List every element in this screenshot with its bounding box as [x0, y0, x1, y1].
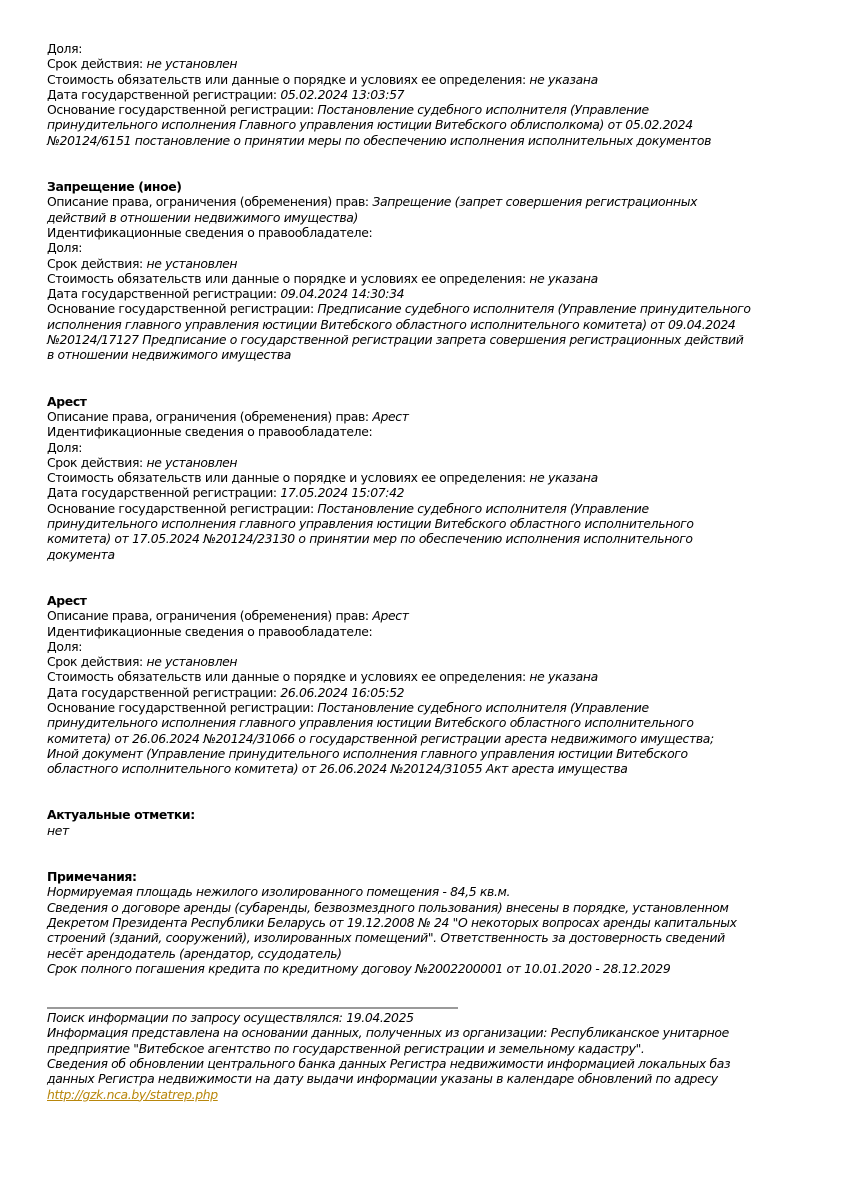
cost-value: не указана: [529, 470, 598, 486]
basis-value-line: принудительного исполнения главного управления юстиции Витебского областного исполнительного: [47, 516, 694, 532]
term-label: Срок действия:: [47, 654, 143, 670]
desc-row: [47, 194, 807, 209]
footer-section: [47, 1007, 807, 1102]
document-page: [47, 41, 807, 1102]
basis-value-line: №20124/17127 Предписание о государственной регистрации запрета совершения регистрационных действий: [47, 332, 744, 348]
date-label: Дата государственной регистрации:: [47, 485, 277, 501]
note-line: Нормируемая площадь нежилого изолированного помещения - 84,5 кв.м.: [47, 884, 511, 900]
current-marks-title: Актуальные отметки:: [47, 807, 195, 823]
cost-row: [47, 470, 807, 485]
term-value: не установлен: [146, 56, 238, 72]
basis-row: [47, 700, 807, 715]
basis-value-line: Постановление судебного исполнителя (Управление: [317, 500, 649, 516]
date-row: [47, 685, 807, 700]
footer-divider: [47, 1007, 458, 1009]
note-line: Срок полного погашения кредита по кредитному договоу №2002200001 от 10.01.2020 - 28.12.2029: [47, 960, 671, 976]
note-line: Декретом Президента Республики Беларусь от 19.12.2008 № 24 "О некоторых вопросах аренды капитальных: [47, 914, 737, 930]
share-row: Доля:: [47, 240, 83, 256]
desc-value-line: Арест: [372, 608, 409, 624]
desc-value-line: Запрещение (запрет совершения регистрационных: [372, 194, 698, 210]
term-row: [47, 455, 807, 470]
cost-label: Стоимость обязательств или данные о порядке и условиях ее определения:: [47, 71, 526, 87]
basis-value-line: комитета) от 17.05.2024 №20124/23130 о принятии мер по обеспечению исполнения исполнительного: [47, 531, 693, 547]
note-line: несёт арендодатель (арендатор, ссудодатель): [47, 945, 342, 961]
date-value: 09.04.2024 14:30:34: [280, 286, 405, 302]
spacer: [47, 776, 807, 807]
date-row: [47, 87, 807, 102]
basis-label: Основание государственной регистрации:: [47, 699, 314, 715]
desc-value-line: действий в отношении недвижимого имущества): [47, 209, 359, 225]
spacer: [47, 838, 807, 869]
basis-value-line: №20124/6151 постановление о принятии меры по обеспечению исполнения исполнительных документов: [47, 132, 712, 148]
desc-value-line: Арест: [372, 408, 409, 424]
spacer: [47, 976, 807, 1007]
desc-label: Описание права, ограничения (обременения) прав:: [47, 194, 369, 210]
basis-value-line: принудительного исполнения главного управления юстиции Витебского областного исполнительного: [47, 715, 694, 731]
basis-row: [47, 301, 807, 316]
basis-value-line: исполнения главного управления юстиции Витебского областного исполнительного комитета) от 09.04.2024: [47, 316, 736, 332]
date-value: 26.06.2024 16:05:52: [280, 684, 405, 700]
basis-label: Основание государственной регистрации:: [47, 102, 314, 118]
share-label: Доля:: [47, 41, 83, 56]
basis-value-line: областного исполнительного комитета) от 26.06.2024 №20124/31055 Акт ареста имущества: [47, 761, 628, 777]
term-label: Срок действия:: [47, 56, 143, 72]
basis-value-line: документа: [47, 546, 115, 562]
basis-label: Основание государственной регистрации:: [47, 500, 314, 516]
cost-label: Стоимость обязательств или данные о порядке и условиях ее определения:: [47, 470, 526, 486]
date-label: Дата государственной регистрации:: [47, 684, 277, 700]
footer-line: предприятие "Витебское агентство по государственной регистрации и земельному кадастру".: [47, 1040, 645, 1056]
term-label: Срок действия:: [47, 255, 143, 271]
term-row: [47, 56, 807, 71]
share-row: Доля:: [47, 638, 83, 654]
term-value: не установлен: [146, 654, 238, 670]
date-value: 05.02.2024 13:03:57: [280, 86, 405, 102]
basis-value-line: Иной документ (Управление принудительного исполнения главного управления юстиции Витебского: [47, 745, 688, 761]
statrep-link[interactable]: http://gzk.nca.by/statrep.php: [47, 1086, 218, 1102]
basis-value-line: в отношении недвижимого имущества: [47, 347, 292, 363]
holder-row: Идентификационные сведения о правообладателе:: [47, 623, 373, 639]
record-title: Арест: [47, 393, 87, 409]
record-block: [47, 394, 807, 562]
basis-value-line: Предписание судебного исполнителя (Управление принудительного: [317, 301, 751, 317]
term-row: [47, 256, 807, 271]
share-row: Доля:: [47, 439, 83, 455]
record-title: Запрещение (иное): [47, 179, 182, 195]
footer-line: Сведения об обновлении центрального банка данных Регистра недвижимости информацией локальных баз: [47, 1056, 731, 1072]
basis-row: [47, 102, 807, 117]
share-row: [47, 41, 807, 56]
term-label: Срок действия:: [47, 454, 143, 470]
footer-line: Информация представлена на основании данных, полученных из организации: Республиканское унитарное: [47, 1025, 729, 1041]
note-line: строений (зданий, сооружений), изолированных помещений". Ответственность за достоверность сведений: [47, 930, 725, 946]
footer-line: Поиск информации по запросу осуществлялся: 19.04.2025: [47, 1010, 414, 1026]
date-row: [47, 485, 807, 500]
cost-label: Стоимость обязательств или данные о порядке и условиях ее определения:: [47, 669, 526, 685]
note-line: Сведения о договоре аренды (субаренды, безвозмездного пользования) внесены в порядке, установленном: [47, 899, 729, 915]
notes-title: Примечания:: [47, 869, 137, 885]
basis-value-line: Постановление судебного исполнителя (Управление: [317, 699, 649, 715]
holder-row: Идентификационные сведения о правообладателе:: [47, 424, 373, 440]
basis-value-line: Постановление судебного исполнителя (Управление: [317, 102, 649, 118]
cost-value: не указана: [529, 270, 598, 286]
date-label: Дата государственной регистрации:: [47, 286, 277, 302]
basis-value-line: комитета) от 26.06.2024 №20124/31066 о государственной регистрации ареста недвижимого имущества;: [47, 730, 714, 746]
desc-row: [47, 608, 807, 623]
cost-row: [47, 72, 807, 87]
record-block: [47, 179, 807, 363]
date-value: 17.05.2024 15:07:42: [280, 485, 405, 501]
basis-row: [47, 501, 807, 516]
cost-row: [47, 669, 807, 684]
date-row: [47, 286, 807, 301]
term-row: [47, 654, 807, 669]
record-title: Арест: [47, 592, 87, 608]
spacer: [47, 148, 807, 179]
desc-label: Описание права, ограничения (обременения) прав:: [47, 408, 369, 424]
current-marks-section: [47, 807, 807, 838]
desc-row: [47, 409, 807, 424]
cost-row: [47, 271, 807, 286]
footer-line: данных Регистра недвижимости на дату выдачи информации указаны в календаре обновлений по адресу: [47, 1071, 718, 1087]
term-value: не установлен: [146, 454, 238, 470]
cost-value: не указана: [529, 669, 598, 685]
cost-value: не указана: [529, 71, 598, 87]
basis-label: Основание государственной регистрации:: [47, 301, 314, 317]
date-label: Дата государственной регистрации:: [47, 86, 277, 102]
cost-label: Стоимость обязательств или данные о порядке и условиях ее определения:: [47, 270, 526, 286]
spacer: [47, 363, 807, 394]
spacer: [47, 562, 807, 593]
desc-label: Описание права, ограничения (обременения) прав:: [47, 608, 369, 624]
current-marks-value: нет: [47, 822, 69, 838]
term-value: не установлен: [146, 255, 238, 271]
basis-value-line: принудительного исполнения Главного управления юстиции Витебского облисполкома) от 05.02.2024: [47, 117, 693, 133]
top-record-block: [47, 41, 807, 148]
notes-section: [47, 869, 807, 976]
record-block: [47, 593, 807, 777]
holder-row: Идентификационные сведения о правообладателе:: [47, 224, 373, 240]
